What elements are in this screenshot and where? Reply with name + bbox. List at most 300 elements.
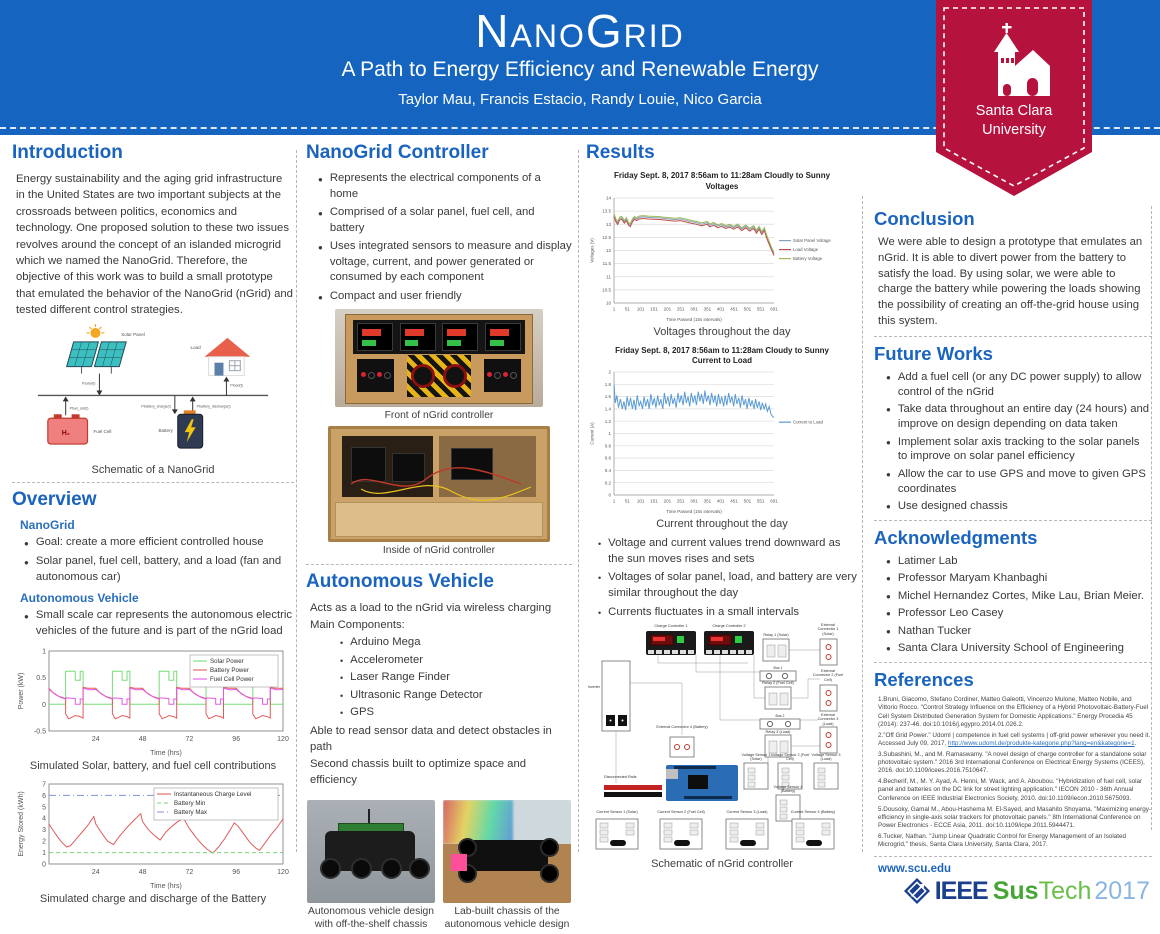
poster-authors: Taylor Mau, Francis Estacio, Randy Louie, Nico Garcia [398,90,762,108]
nanogrid-schematic-svg [24,322,282,456]
svg-text:48: 48 [138,736,147,744]
label-fuel-cell: Fuel Cell [93,429,112,435]
svg-text:Time Passed (15s intervals): Time Passed (15s intervals) [666,509,722,515]
reference-link[interactable]: http://www.udoml.de/produkte-kategorie.php?lang=en&kategorie=1 [948,739,1135,747]
svg-text:12: 12 [605,247,611,253]
svg-text:Time Passed (15s intervals): Time Passed (15s intervals) [666,316,722,322]
section-divider [306,564,572,565]
vehicle-line4: Second chassis built to optimize space and efficiency [310,757,527,787]
list-item [874,499,1152,514]
label-current-sensor-4: Current Sensor 4 (Battery) [790,810,836,815]
bullet-icon: ● [24,539,29,549]
svg-text:301: 301 [690,498,698,504]
svg-text:51: 51 [624,306,630,312]
svg-text:Solar Panel Voltage: Solar Panel Voltage [793,237,831,243]
svg-text:Time (hrs): Time (hrs) [150,750,182,758]
svg-text:151: 151 [650,498,658,504]
list-item [306,653,572,669]
inside-controller-caption: Inside of nGrid controller [382,545,496,557]
svg-text:551: 551 [756,306,765,312]
svg-text:5: 5 [42,804,46,812]
vehicle-photo2-caption: Lab-built chassis of the autonomous vehicle design [444,906,570,931]
meter-display [400,323,436,351]
bullet-icon: ● [886,626,891,636]
vehicle-line3: Able to read sensor data and detect obstacles in path [310,724,552,754]
svg-text:501: 501 [743,498,752,504]
references-list [874,696,1152,850]
list-item-text: 3.Subashini, M., and M. Ramaswamy. "A novel design of charge controller for a standalone solar photovoltaic system." 2016 3rd International Conference on Electrical Energy Systems (ICEES), 2016. doi:10.1109/icees.2016.7510647. [878,750,1147,775]
bullet-icon: ● [886,644,891,654]
label-disconnected-rails: Disconnected Rails [604,775,637,780]
front-controller-photo [335,309,543,407]
list-item-text: 1.Bruni, Giacomo, Stefano Cordiner, Matteo Galeotti, Vincenzo Mulone, Matteo Nobile, and Vittorio Rocco. "Control Strategy Influence on the Efficiency of a Hybrid Photovoltaic-Battery-Fuel Cell System Distributed Generation System for Domestic Applications." Energy Procedia 45 (2014): 237-46. doi:10.1016/j.egypro.2014.01.026.2. [878,695,1149,728]
svg-text:1: 1 [608,431,611,437]
vehicle-photos-row [306,796,572,934]
overview-sub-nanogrid: NanoGrid [20,518,75,533]
power-socket [411,364,435,388]
svg-text:351: 351 [703,498,712,504]
label-inverter: Inverter [588,685,600,690]
list-item-text: Use designed chassis [897,500,1008,513]
svg-text:Current to Load: Current to Load [793,419,823,425]
poster-title: NanoGrid [475,5,685,57]
svg-text:Energy Stored (kWh): Energy Stored (kWh) [18,791,25,857]
bullet-icon: ● [886,557,891,567]
list-item [12,535,294,551]
front-controller-caption: Front of nGrid controller [384,409,494,421]
future-works-heading: Future Works [874,342,993,364]
nanogrid-schematic-caption: Schematic of a NanoGrid [91,464,215,477]
list-item-text: Professor Maryam Khanbaghi [897,572,1048,585]
list-item-text: Take data throughout an entire day (24 hours) and improve on design depending on data taken [897,403,1150,431]
introduction-heading: Introduction [12,142,123,163]
list-item [874,624,1152,639]
current-chart-title1: Friday Sept. 8, 2017 8:56am to 11:28am Cloudy to Sunny [615,345,829,355]
bullet-icon: ● [318,209,323,219]
list-item [586,605,858,621]
svg-text:401: 401 [716,498,725,504]
acknowledgments-heading: Acknowledgments [874,527,1038,549]
svg-text:13: 13 [605,221,611,227]
column-separator-1 [296,150,297,852]
label-current-sensor-2: Current Sensor 2 (Fuel Cell) [657,810,705,815]
list-item-text: GPS [350,706,375,719]
label-ext-connector-3: External Connector 3 (Load) [817,713,839,726]
svg-text:72: 72 [185,736,194,744]
sun-icon [87,324,105,338]
acknowledgments-list [874,554,1152,656]
bullet-icon: ● [318,243,323,253]
svg-text:401: 401 [716,306,725,312]
label-bus-1: Bus 1 [773,666,783,671]
svg-text:251: 251 [676,306,685,312]
svg-text:51: 51 [624,498,630,504]
list-item [878,732,1152,749]
label-current-sensor-3: Current Sensor 3 (Load) [726,810,768,815]
nanogrid-schematic-figure [12,322,294,461]
svg-text:2: 2 [42,838,46,846]
bullet-icon: • [598,607,602,618]
label-voltage-sensor-1: Voltage Sensor 1 (Solar) [741,753,771,762]
chart-sim-battery [15,778,291,890]
list-item-text: Nathan Tucker [897,624,972,637]
introduction-body: Energy sustainability and the aging grid infrastructure in the United States are two important subjects at the crossroads between politics, economics and technology. One proposed solution to these two issues revolves around the concept of an islanded microgrid which we named the NanoGrid. Therefore, the objective of this work was to build a small prototype that emulated the behavior of the NanoGrid (nGrid) and tested different control strategies. [16,173,293,316]
sim-contributions-svg [15,645,291,757]
caution-panel [407,355,470,397]
svg-text:101: 101 [636,306,645,312]
wheel [409,858,430,879]
list-item [878,806,1152,831]
conclusion-heading: Conclusion [874,208,975,229]
svg-text:Battery Min: Battery Min [174,800,206,808]
bullet-icon: ● [24,557,29,567]
list-item [306,239,572,286]
bullet-icon: • [598,573,602,584]
bullet-icon: ● [886,405,891,415]
bullet-icon: ● [886,574,891,584]
svg-text:Power (kW): Power (kW) [18,672,25,710]
column-conclusion-refs [874,206,1152,906]
svg-text:1.2: 1.2 [604,418,611,424]
list-item [306,635,572,651]
svg-text:451: 451 [730,306,738,312]
label-ext-connector-2: External Connector 2 (Fuel Cell) [812,669,844,682]
list-item-text: Implement solar axis tracking to the solar panels to improve on solar panel efficiency [897,435,1140,463]
scu-url[interactable]: www.scu.edu [878,862,952,875]
house-icon [205,338,251,376]
column-separator-4 [1151,206,1152,830]
inverter-box [602,661,630,731]
bullet-icon: ● [886,502,891,512]
scu-ribbon-text [936,102,1092,140]
voltages-chart-title2: Voltages [705,181,739,191]
list-item-text: Michel Hernandez Cortes, Mike Lau, Brian Meier. [897,589,1144,602]
svg-text:24: 24 [91,736,100,744]
overview-heading: Overview [12,489,97,511]
svg-text:Time (hrs): Time (hrs) [150,883,182,891]
list-item-text: Laser Range Finder [350,671,451,684]
svg-text:0: 0 [608,492,611,498]
meter-display [485,323,521,351]
controller-schematic-caption: Schematic of nGrid controller [651,858,793,871]
list-item [874,435,1152,465]
column-separator-2 [578,150,579,852]
vehicle-line1: Acts as a load to the nGrid via wireless charging [310,602,552,615]
current-chart-caption: Current throughout the day [656,518,788,531]
svg-text:351: 351 [703,306,712,312]
section-divider [874,856,1152,857]
list-item [874,467,1152,497]
voltages-chart-caption: Voltages throughout the day [653,325,791,338]
label-voltage-sensor-2: Voltage Sensor 2 (Fuel Cell) [770,753,810,762]
bullet-icon: ● [886,437,891,447]
wheel [540,838,559,857]
solar-panel-icon [67,342,127,374]
svg-text:551: 551 [756,498,765,504]
column-results [586,140,858,872]
bullet-icon: ● [886,469,891,479]
bullet-icon: • [340,673,344,684]
list-item-text: Compact and user friendly [329,290,462,303]
svg-text:Battery Power: Battery Power [210,667,249,675]
bullet-icon: ● [318,293,323,303]
label-charge-controller-2: Charge Controller 2 [712,624,746,629]
label-solar-panel: Solar Panel [121,332,145,338]
svg-text:14: 14 [605,195,611,201]
list-item-text: 2."Off Grid Power." Udoml | competence in fuel cell systems | off-grid power wherever you need it. Accessed July 09, 2017. http://www.udoml.de/produkte-kategorie.php?lang=en&kategorie=1. [878,731,1151,747]
list-item-text: Goal: create a more efficient controlled house [35,536,264,549]
vehicle-line2: Main Components: [310,618,405,631]
svg-text:-0.5: -0.5 [33,728,46,736]
svg-text:0.2: 0.2 [604,480,611,486]
svg-text:0: 0 [42,861,46,869]
current-chart-title2: Current to Load [692,356,752,366]
svg-text:251: 251 [676,498,685,504]
svg-text:Battery Max: Battery Max [174,809,208,817]
svg-text:451: 451 [730,498,738,504]
svg-text:Current (A): Current (A) [589,422,595,445]
results-bullets [586,536,858,620]
ieee-diamond-icon [904,878,930,904]
svg-text:24: 24 [91,869,100,877]
list-item [306,171,572,202]
list-item-text: Allow the car to use GPS and move to given GPS coordinates [897,467,1146,495]
svg-text:0.4: 0.4 [604,468,611,474]
overview-sub-vehicle: Autonomous Vehicle [20,591,139,606]
sim-battery-svg [15,778,291,890]
list-item-text: Santa Clara University School of Engineering [897,642,1124,655]
svg-text:7: 7 [42,781,46,789]
section-divider [874,336,1152,337]
svg-text:0: 0 [42,702,46,710]
bullet-icon: • [340,690,344,701]
battery-icon [178,411,203,449]
bullet-icon: ● [24,612,29,622]
label-relay-1: Relay 1 (Solar) [763,633,789,638]
list-item-text: Add a fuel cell (or any DC power supply) to allow control of the nGrid [897,370,1142,398]
chart-sim-battery-caption: Simulated charge and discharge of the Battery [39,893,267,906]
colorful-poster [443,800,513,843]
list-item-text: Voltages of solar panel, load, and battery are very similar throughout the day [608,571,857,599]
label-ext-connector-4: External Connector 4 (Battery) [656,725,708,730]
list-item-text: Small scale car represents the autonomous electric vehicles of the future and is part of the nGrid load [35,609,293,637]
wheel [320,858,341,879]
list-item [306,688,572,704]
power-socket [443,364,467,388]
column-separator-3 [862,196,863,852]
connector-terminals [675,645,832,750]
list-item [874,589,1152,604]
svg-text:0.5: 0.5 [36,675,46,683]
section-divider [12,482,294,483]
list-item [586,570,858,601]
label-p-solar: Psolar(t) [81,381,96,386]
svg-text:11.5: 11.5 [602,260,611,266]
column-introduction-overview [12,140,294,907]
svg-text:1.8: 1.8 [604,382,611,388]
label-ext-connector-1: External Connector 1 (Solar) [817,623,839,636]
list-item [586,536,858,567]
list-item [878,751,1152,776]
list-item [874,571,1152,586]
chart-sim-contributions [15,645,291,757]
current-sensor-chips [610,840,822,846]
svg-text:1: 1 [612,306,616,312]
bullet-icon: • [340,708,344,719]
bullet-icon: ● [886,372,891,382]
svg-text:1.6: 1.6 [604,394,611,400]
svg-text:Solar Power: Solar Power [210,658,244,666]
svg-text:120: 120 [277,736,289,744]
list-item [874,606,1152,621]
svg-text:301: 301 [690,306,698,312]
svg-text:1: 1 [612,498,616,504]
section-divider [874,662,1152,663]
scu-name-line2: University [982,121,1046,138]
ieee-wordmark: IEEE [934,876,988,905]
svg-text:501: 501 [743,306,752,312]
vehicle-heading: Autonomous Vehicle [306,571,494,593]
bullet-icon: ● [886,591,891,601]
label-battery: Battery [158,428,173,434]
svg-text:Battery Voltage: Battery Voltage [793,255,823,261]
svg-text:Load Voltage: Load Voltage [793,246,819,252]
svg-text:4: 4 [42,816,46,824]
meter-display [442,323,478,351]
list-item-text: Ultrasonic Range Detector [350,688,483,701]
list-item [306,670,572,686]
svg-text:72: 72 [185,869,194,877]
scu-name-line1: Santa Clara [975,103,1053,119]
svg-text:6: 6 [42,793,46,801]
svg-text:96: 96 [232,869,241,877]
bullet-icon: • [340,638,344,649]
label-bus-2: Bus 2 [775,714,785,719]
current-svg [588,367,856,515]
svg-text:Voltages (V): Voltages (V) [589,237,595,263]
vehicle-components [306,635,572,721]
overview-vehicle-bullets [12,608,294,639]
list-item [874,641,1152,656]
list-item [878,833,1152,850]
disconnected-rails [604,785,662,797]
svg-text:11: 11 [606,273,611,279]
list-item [306,705,572,721]
ieee-sustech-logo [874,877,1152,906]
chart-current [588,367,856,515]
sustech-wordmark: SusTech 2017 [992,876,1150,905]
controller-schematic-figure [588,623,856,855]
list-item-text: Uses integrated sensors to measure and display voltage, current, and power generated or consumed by each component [329,240,572,284]
svg-text:2: 2 [608,369,611,375]
chart-voltages [588,193,856,323]
list-item-text: Currents fluctuates in a small intervals [608,605,800,618]
list-item [878,696,1152,729]
results-heading: Results [586,142,655,163]
overview-nanogrid-bullets [12,535,294,585]
vehicle-photo-offshelf [307,800,435,903]
list-item-text: 6.Tucker, Nathan. "Jump Linear Quadratic Control for Energy Management of an Isolated Microgrid," thesis, Santa Clara University, Santa Clara, 2017. [878,832,1127,849]
bullet-icon: • [340,655,344,666]
svg-text:0.8: 0.8 [604,443,611,449]
section-divider [874,520,1152,521]
label-relay-2: Relay 2 (Fuel Cell) [762,681,794,686]
conclusion-body: We were able to design a prototype that emulates an nGrid. It is able to divert power from the battery to satisfy the load. By using solar, we were able to charge the battery while powering the loads showing the possibility of creating an off-the-grid house using this system. [878,236,1143,328]
svg-text:1: 1 [42,648,46,656]
svg-text:601: 601 [770,306,778,312]
list-item-text: Represents the electrical components of a home [329,172,541,200]
svg-text:10: 10 [605,300,611,306]
list-item [874,554,1152,569]
svg-text:48: 48 [138,869,147,877]
bullet-icon: • [598,539,602,550]
svg-text:13.5: 13.5 [602,208,611,214]
list-item [874,370,1152,400]
meter-panel [353,320,524,354]
label-current-sensor-1: Current Sensor 1 (Solar) [596,810,638,815]
svg-text:101: 101 [636,498,645,504]
svg-text:201: 201 [663,306,672,312]
svg-text:120: 120 [277,869,289,877]
list-item-text: Professor Leo Casey [897,607,1004,620]
svg-text:96: 96 [232,736,241,744]
label-p-load: Pload(t) [230,383,243,388]
controller-door-flap [335,502,542,537]
list-item-text: Voltage and current values trend downward as the sun moves rises and sets [608,537,841,565]
label-p-fuel-cell: Pfuel_cell(t) [69,406,89,411]
svg-text:0.6: 0.6 [604,455,611,461]
fuel-cell-icon [48,415,88,445]
list-item-text: Solar panel, fuel cell, battery, and a load (fan and autonomous car) [35,554,282,583]
scu-ribbon [936,0,1092,196]
charge-controller-2 [704,631,754,655]
svg-text:1: 1 [42,850,46,858]
controller-bullets [306,171,572,305]
wheel [381,858,402,879]
svg-text:1.4: 1.4 [604,406,611,412]
list-item [878,778,1152,803]
voltages-svg [588,193,856,323]
charge-controller-1 [646,631,696,655]
label-voltage-sensor-4: Voltage Sensor 4 (Battery) [773,785,803,794]
svg-text:201: 201 [663,498,672,504]
chart-sim-contributions-caption: Simulated Solar, battery, and fuel cell contributions [29,760,277,773]
label-load: Load [190,345,201,351]
list-item [12,608,294,639]
svg-text:3: 3 [42,827,46,835]
bullet-icon: ● [318,175,323,184]
controller-box [345,314,533,404]
voltages-chart-title1: Friday Sept. 8, 2017 8:56am to 11:28am Cloudly to Sunny [613,171,831,180]
future-works-bullets [874,370,1152,514]
list-item-text: 5.Dousoky, Gamal M., Abou-Hashema M. El-Sayed, and Masahito Shoyama. "Maximizing energy-efficiency in single-axis solar trackers for photovoltaic panels." 8th International Conference on Power Electronics - ECCE Asia, 2011. doi:10.1109/icpe.2011.5944471. [878,805,1152,830]
list-item [306,289,572,305]
references-heading: References [874,668,974,690]
inside-controller-photo [328,426,550,542]
label-relay-3: Relay 3 (Load) [765,730,791,735]
meter-display [357,323,393,351]
controller-heading: NanoGrid Controller [306,142,489,163]
svg-text:151: 151 [650,306,658,312]
banana-jack-panel [357,359,394,392]
wheel [351,858,372,879]
arduino-board [666,765,738,801]
svg-text:Fuel Cell Power: Fuel Cell Power [210,676,254,684]
label-voltage-sensor-3: Voltage Sensor 3 (Load) [811,753,841,762]
list-item-text: Accelerometer [350,653,423,666]
list-item-text: Arduino Mega [350,636,421,649]
bullet-icon: ● [886,609,891,619]
